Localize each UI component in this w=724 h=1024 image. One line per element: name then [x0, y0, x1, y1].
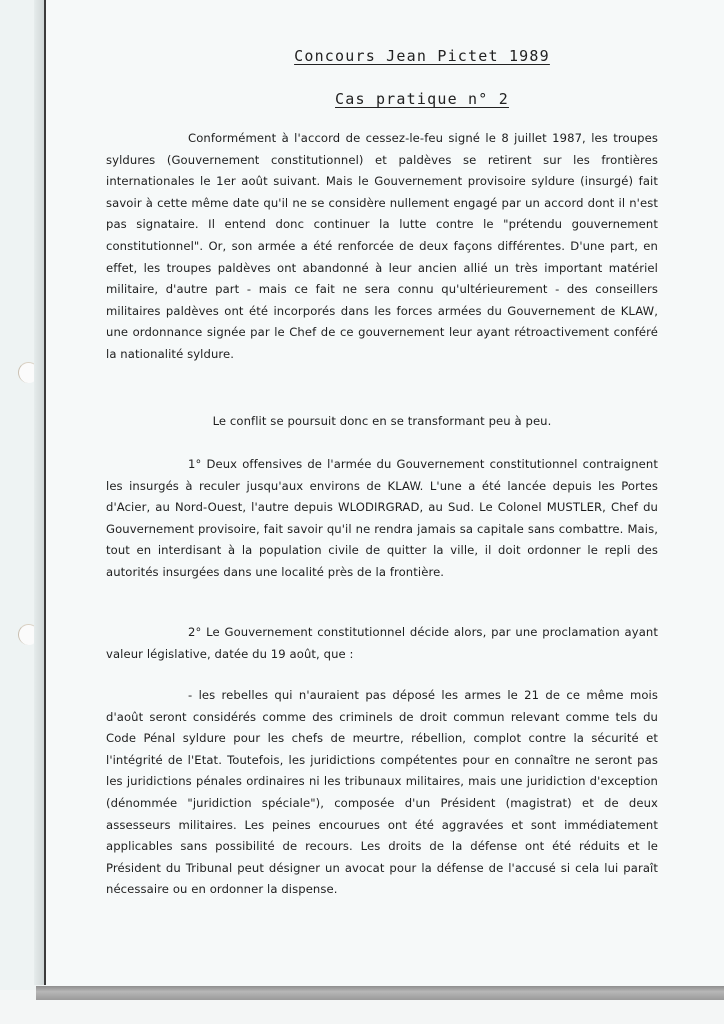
page-left-edge: [44, 0, 46, 985]
paragraph-transition: Le conflit se poursuit donc en se transformant peu à peu.: [212, 414, 552, 428]
paragraph-proclamation: - les rebelles qui n'auraient pas déposé les armes le 21 de ce même mois d'août seront considérés comme des criminels de droit commun relevant comme tels du Code Pénal syldure pour les chefs de meurtre, rébellion, complot contre la sécurité et l'intégrité de l'Etat. Toutefois, les juridictions compétentes pour en connaître ne seront pas les juridictions pénales ordinaires ni les tribunaux militaires, mais une juridiction d'exception (dénommée "juridiction spéciale"), composée d'un Président (magistrat) et de deux assesseurs militaires. Les peines encourues ont été aggravées et sont immédiatement applicables sans possibilité de recours. Les droits de la défense ont été réduits et le Président du Tribunal peut désigner un avocat pour la défense de l'accusé si cela lui paraît nécessaire ou en ordonner la dispense.: [106, 688, 658, 897]
scan-background: [0, 1000, 724, 1024]
document-title-text: Concours Jean Pictet 1989: [294, 47, 550, 65]
document-title: [0, 47, 724, 65]
document-subtitle-text: Cas pratique n° 2: [335, 90, 509, 108]
paragraph-point-2: 2° Le Gouvernement constitutionnel décide alors, par une proclamation ayant valeur législative, datée du 19 août, que :: [106, 625, 658, 661]
document-subtitle: [0, 90, 724, 108]
page-edge-shadow: [34, 0, 44, 985]
paragraph-intro: Conformément à l'accord de cessez-le-feu signé le 8 juillet 1987, les troupes syldures (Gouvernement constitutionnel) et paldèves se retirent sur les frontières internationales le 1er août suivant. Mais le Gouvernement provisoire syldure (insurgé) fait savoir à cette même date qu'il ne se considère nullement engagé par un accord dont il n'est pas signataire. Il entend donc continuer la lutte contre le "prétendu gouvernement constitutionnel". Or, son armée a été renforcée de deux façons différentes. D'une part, en effet, les troupes paldèves ont abandonné à leur ancien allié un très important matériel militaire, d'autre part - mais ce fait ne sera connu qu'ultérieurement - des conseillers militaires paldèves ont été incorporés dans les forces armées du Gouvernement de KLAW, une ordonnance signée par le Chef de ce gouvernement leur ayant rétroactivement conféré la nationalité syldure.: [106, 131, 658, 361]
page-bottom-edge: [36, 986, 724, 1000]
paragraph-point-1: 1° Deux offensives de l'armée du Gouvernement constitutionnel contraignent les insurgés à reculer jusqu'aux environs de KLAW. L'une a été lancée depuis les Portes d'Acier, au Nord-Ouest, l'autre depuis WLODIRGRAD, au Sud. Le Colonel MUSTLER, Chef du Gouvernement provisoire, fait savoir qu'il ne rendra jamais sa capitale sans combattre. Mais, tout en interdisant à la population civile de quitter la ville, il doit ordonner le repli des autorités insurgées dans une localité près de la frontière.: [106, 457, 658, 579]
